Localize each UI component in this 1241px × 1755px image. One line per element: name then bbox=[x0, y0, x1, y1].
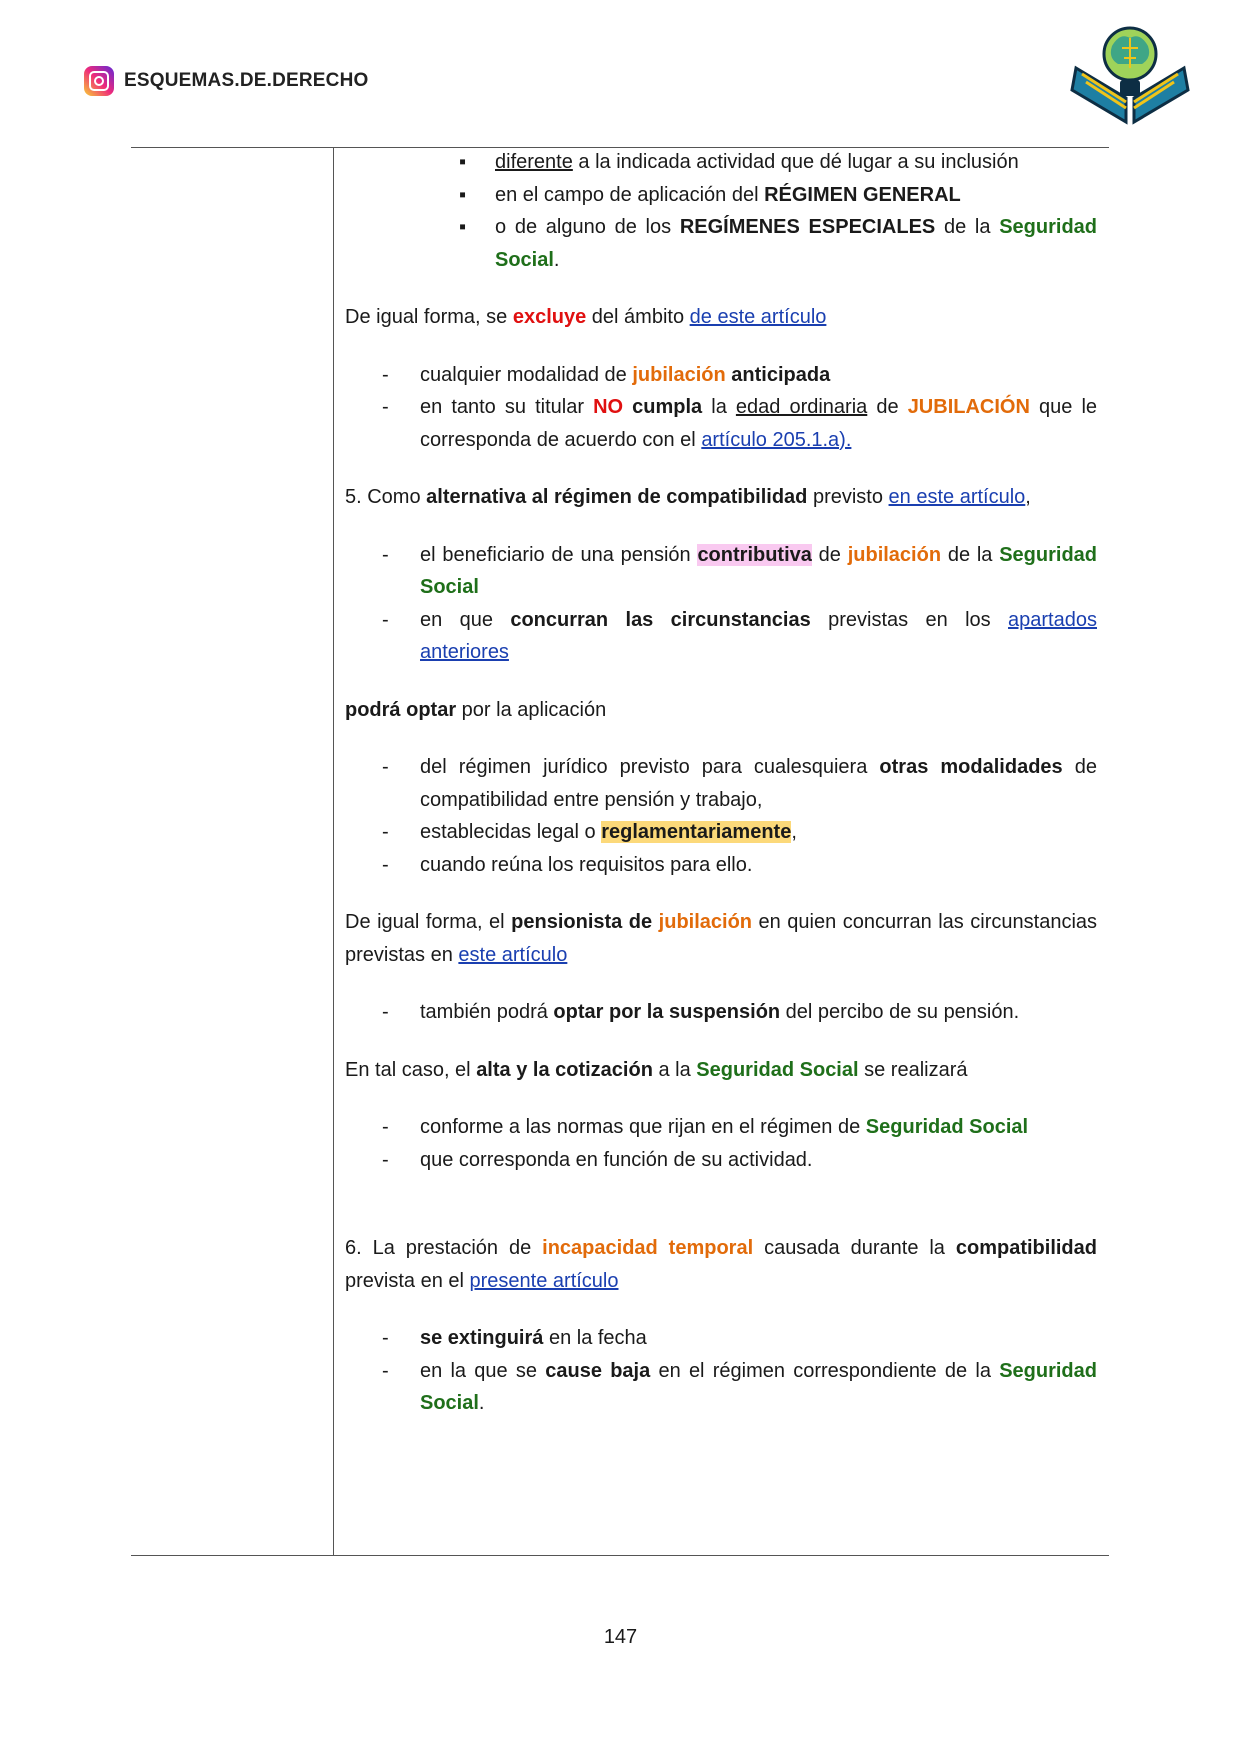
list-item: - en tanto su titular NO cumpla la edad ordinaria de JUBILACIÓN que le corresponda de acuerdo con el artículo 205.1.a). bbox=[420, 391, 1097, 456]
table-bottom-border bbox=[131, 1555, 1109, 1556]
dash-list bbox=[345, 1111, 1097, 1176]
instagram-icon bbox=[84, 66, 114, 96]
paragraph: En tal caso, el alta y la cotización a la Seguridad Social se realizará bbox=[345, 1058, 968, 1081]
paragraph: 6. La prestación de incapacidad temporal causada durante la compatibilidad prevista en el presente artículo bbox=[345, 1237, 1097, 1292]
article-link[interactable]: de este artículo bbox=[689, 306, 827, 328]
article-link[interactable]: artículo 205.1.a). bbox=[701, 428, 852, 451]
list-item: - en que concurran las circunstancias previstas en los apartados anteriores bbox=[420, 604, 1097, 669]
dash-list bbox=[345, 359, 1097, 457]
paragraph: 5. Como alternativa al régimen de compatibilidad previsto en este artículo, bbox=[345, 486, 1031, 508]
table-column-divider bbox=[333, 147, 334, 1555]
article-content bbox=[345, 146, 1097, 1420]
list-item: - el beneficiario de una pensión contributiva de jubilación de la Seguridad Social bbox=[420, 539, 1097, 604]
paragraph: De igual forma, se excluye del ámbito de este artículo bbox=[345, 306, 827, 328]
list-item: - cuando reúna los requisitos para ello. bbox=[420, 849, 1097, 882]
list-item: - se extinguirá en la fecha bbox=[420, 1322, 1097, 1355]
lightbulb-book-logo bbox=[1068, 24, 1192, 126]
dash-list bbox=[345, 1322, 1097, 1420]
brand-name: ESQUEMAS.DE.DERECHO bbox=[124, 70, 369, 91]
list-item: - en la que se cause baja en el régimen correspondiente de la Seguridad Social. bbox=[420, 1355, 1097, 1420]
article-link[interactable]: presente artículo bbox=[469, 1269, 619, 1292]
list-item: ▪ en el campo de aplicación del RÉGIMEN GENERAL bbox=[495, 179, 1097, 212]
dash-list bbox=[345, 539, 1097, 669]
article-link[interactable]: apartados anteriores bbox=[420, 608, 1097, 663]
bulb-base-icon bbox=[1120, 80, 1140, 96]
page-number: 147 bbox=[603, 1626, 638, 1648]
square-bullet-list bbox=[345, 146, 1097, 276]
list-item: - que corresponda en función de su actividad. bbox=[420, 1144, 1097, 1177]
paragraph: De igual forma, el pensionista de jubilación en quien concurran las circunstancias previstas en este artículo bbox=[345, 911, 1098, 966]
list-item: ▪ diferente a la indicada actividad que dé lugar a su inclusión bbox=[495, 146, 1097, 179]
dash-list bbox=[345, 751, 1097, 881]
paragraph: podrá optar por la aplicación bbox=[345, 698, 607, 721]
list-item: ▪ o de alguno de los REGÍMENES ESPECIALES de la Seguridad Social. bbox=[495, 211, 1097, 276]
list-item: - establecidas legal o reglamentariamente, bbox=[420, 816, 1097, 849]
article-link[interactable]: en este artículo bbox=[888, 486, 1026, 508]
list-item: - conforme a las normas que rijan en el régimen de Seguridad Social bbox=[420, 1111, 1097, 1144]
article-link[interactable]: este artículo bbox=[458, 943, 568, 966]
brand-header bbox=[84, 66, 369, 96]
list-item: - cualquier modalidad de jubilación anticipada bbox=[420, 359, 1097, 392]
dash-list bbox=[345, 996, 1097, 1029]
list-item: - del régimen jurídico previsto para cualesquiera otras modalidades de compatibilidad entre pensión y trabajo, bbox=[420, 751, 1097, 816]
list-item: - también podrá optar por la suspensión del percibo de su pensión. bbox=[420, 996, 1097, 1029]
